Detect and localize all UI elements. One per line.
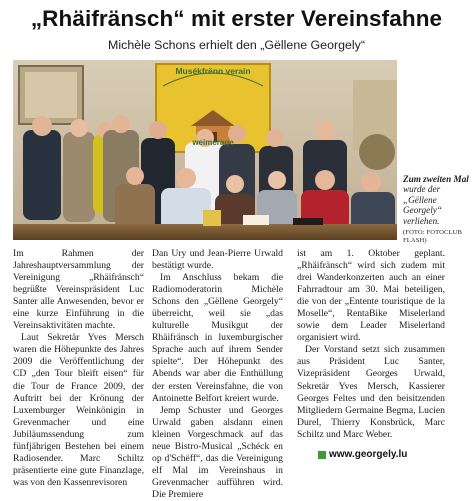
paragraph: Im Anschluss bekam die Radiomoderatorin Michèle Schons den „Gëllene Georgely“ überreicht, weil sie „das kulturelle Musikgut der Rhäifränsch in luxemburgischer Sprache auch auf ihrem Sender spielte“. Der Höhepunkt des Abends war aber die Enthüllung der ersten Vereinsfahne, die von Antoinette Belfort kreiert wurde. (152, 272, 283, 404)
website-link[interactable]: www.georgely.lu (329, 449, 408, 460)
banner-text: Musékfrënn verain (175, 66, 251, 76)
paragraph: Laut Sekretär Yves Mersch waren die Höhepunkte des Jahres 2009 die Veröffentlichung der CD „den Tour bleift eisen“ für die Tour de France 2009, der Auftritt bei der Krönung der Luxemburger Weinkönigin in Grevenmacher und eine Jubiläumssendung zum fünfjährigen Bestehen bei einem Radiosender. Marc Schiltz präsentierte eine gute Finanzlage, was von den Kassenrevisoren (13, 332, 144, 488)
article-column-3 (297, 248, 445, 441)
article-column-2 (152, 248, 283, 501)
headline: „Rhäifränsch“ mit erster Vereinsfahne (30, 6, 443, 31)
photo-credit: (FOTO: FOTOCLUB FLASH) (403, 229, 462, 245)
caption-text: wurde der „Gëllene Georgely“ verliehen. (403, 184, 442, 226)
paragraph: ist am 1. Oktober geplant. „Rhäifränsch“ wird sich zudem mit drei Wanderkonzerten auch an einer Fahrradtour am 30. Mai beteiligen, die von der „Entente touristique de la Moselle“, RentaBike Miselerland sowie dem Leader Miselerland organisiert wird. (297, 248, 445, 344)
article-column-1 (13, 248, 144, 489)
paragraph: Jemp Schuster und Georges Urwald gaben alsdann einen kleinen Vorgeschmack auf das neue Bistro-Musical „Schéck en op d'Schëff“, das die Vereinigung elf Mal im Vereinshaus in Grevenmacher aufführen wird. Die Premiere (152, 404, 283, 500)
photo-caption (403, 174, 471, 245)
group-photo (13, 60, 397, 240)
paragraph: Im Rahmen der Jahreshauptversammlung der Vereinigung „Rhäifränsch“ begrüßte Vereinspräsident Luc Santer alle Anwesenden, bevor er eine kurze Einführung in die Vereinsaktivitäten machte. (13, 248, 144, 332)
paragraph: Der Vorstand setzt sich zusammen aus Präsident Luc Santer, Vizepräsident Georges Urwald, Sekretär Yves Mersch, Kassierer Georges Feltes und den beisitzenden Mitgliedern Germaine Begma, Lucien Durel, Thierry Konsbrück, Marc Schiltz und Marc Weber. (297, 344, 445, 440)
subheadline: Michèle Schons erhielt den „Gëllene Georgely“ (108, 38, 365, 52)
paragraph: Dan Ury und Jean-Pierre Urwald bestätigt wurde. (152, 248, 283, 272)
banner-bottom-text: weimerage (192, 138, 234, 147)
caption-lead: Zum zweiten Mal (403, 174, 469, 184)
website-bullet-icon (318, 451, 326, 459)
